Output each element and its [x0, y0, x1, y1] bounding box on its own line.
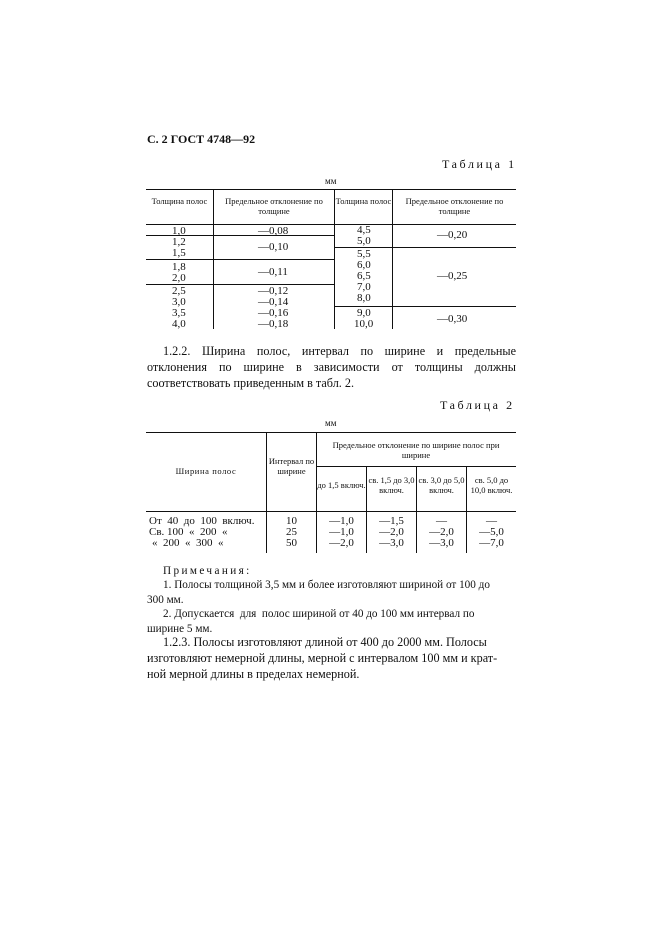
t2-row-width: От 40 до 100 включ. [149, 515, 255, 527]
t2-head-deviation: Предельное отклонение по ширине полос при ширине [332, 440, 500, 460]
t1-l-thk: 2,5 [172, 285, 186, 297]
page-header: С. 2 ГОСТ 4748—92 [147, 132, 256, 146]
table2-caption: Таблица 2 [440, 398, 515, 412]
t2-row-val: —2,0 [379, 526, 404, 538]
t1-r-dev: —0,20 [437, 229, 468, 241]
t1-r-dev: —0,25 [437, 270, 468, 282]
t2-row-val: —1,0 [329, 515, 354, 527]
t1-r-thk: 6,5 [357, 270, 371, 282]
t2-row-interval: 25 [286, 526, 297, 538]
t1-l-thk: 1,5 [172, 247, 186, 259]
note-2-line-2: ширине 5 мм. [147, 623, 213, 635]
paragraph-1-2-2: 1.2.2. Ширина полос, интервал по ширине и предельные отклонения по ширине в зависимости от толщины должны соответствовать приведенным в табл. 2. [147, 344, 516, 390]
t1-r-thk: 7,0 [357, 281, 371, 293]
paragraph-1-2-3-line-1: 1.2.3. Полосы изготовляют длиной от 400 до 2000 мм. Полосы [163, 635, 487, 649]
t2-head-width: Ширина полос [175, 466, 237, 476]
t2-row-val: —7,0 [479, 537, 504, 549]
t1-r-thk: 4,5 [357, 224, 371, 236]
t2-row-width: Св. 100 « 200 « [149, 526, 228, 538]
t2-sub-3: св. 3,0 до 5,0 включ. [418, 475, 465, 495]
note-2-line-1: 2. Допускается для полос шириной от 40 до 100 мм интервал по [163, 608, 475, 620]
t1-r-thk: 5,0 [357, 235, 371, 247]
t1-l-dev: —0,08 [258, 225, 289, 237]
table2-unit: мм [325, 418, 337, 428]
t1-head-thickness-2: Толщина полос [335, 196, 392, 206]
t2-row-interval: 10 [286, 515, 297, 527]
t2-sub-2: св. 1,5 до 3,0 включ. [368, 475, 415, 495]
note-1-line-1: 1. Полосы толщиной 3,5 мм и более изготовляют шириной от 100 до [163, 579, 490, 591]
t1-head-thickness-1: Толщина полос [151, 196, 208, 206]
t1-r-dev: —0,30 [437, 313, 468, 325]
t2-row-val: — [486, 515, 497, 527]
paragraph-1-2-3-line-3: ной мерной длины в пределах немерной. [147, 667, 360, 681]
t2-sub-1: до 1,5 включ. [317, 480, 366, 490]
t1-l-dev: —0,18 [258, 318, 289, 330]
t1-r-thk: 8,0 [357, 292, 371, 304]
t1-head-dev-2: Предельное отклонение по толщине [405, 196, 504, 216]
t1-r-thk: 5,5 [357, 248, 371, 260]
t1-l-dev: —0,10 [258, 241, 289, 253]
t2-row-val: —3,0 [429, 537, 454, 549]
t1-l-dev: —0,12 [258, 285, 289, 297]
t1-l-thk: 4,0 [172, 318, 186, 330]
t1-r-thk: 9,0 [357, 307, 371, 319]
t1-r-thk: 10,0 [354, 318, 374, 330]
t2-row-val: —5,0 [479, 526, 504, 538]
t1-l-thk: 3,0 [172, 296, 186, 308]
t1-head-dev-1: Предельное отклонение по толщине [225, 196, 323, 216]
t2-head-interval: Интервал по ширине [268, 456, 315, 476]
t2-row-interval: 50 [286, 537, 297, 549]
t1-l-thk: 1,2 [172, 236, 186, 248]
t1-l-thk: 2,0 [172, 272, 186, 284]
t2-sub-4: св. 5,0 до 10,0 включ. [470, 475, 513, 495]
paragraph-1-2-3-line-2: изготовляют немерной длины, мерной с интервалом 100 мм и крат- [147, 651, 498, 665]
t2-row-val: —1,5 [379, 515, 404, 527]
t1-l-thk: 1,0 [172, 225, 186, 237]
t2-row-val: —2,0 [329, 537, 354, 549]
t2-row-val: —3,0 [379, 537, 404, 549]
t1-r-thk: 6,0 [357, 259, 371, 271]
notes-title: Примечания: [163, 565, 252, 577]
t1-l-dev: —0,16 [258, 307, 289, 319]
t1-l-dev: —0,14 [258, 296, 289, 308]
t2-row-val: —2,0 [429, 526, 454, 538]
t2-row-width: « 200 « 300 « [152, 537, 224, 549]
note-1-line-2: 300 мм. [147, 594, 184, 606]
t2-row-val: — [436, 515, 447, 527]
t2-row-val: —1,0 [329, 526, 354, 538]
table1-caption: Таблица 1 [442, 157, 517, 171]
table1-unit: мм [325, 176, 337, 186]
t1-l-thk: 1,8 [172, 261, 186, 273]
t1-l-thk: 3,5 [172, 307, 186, 319]
t1-l-dev: —0,11 [258, 266, 288, 278]
